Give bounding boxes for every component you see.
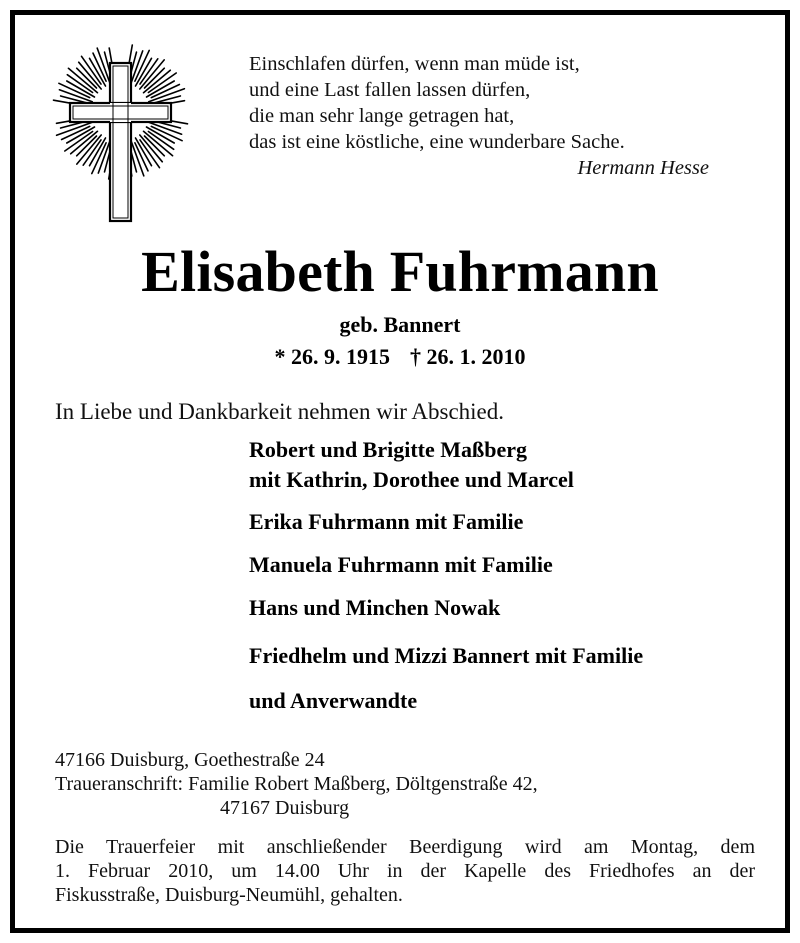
poem-line: und eine Last fallen lassen dürfen, [249, 79, 531, 101]
life-dates [15, 343, 785, 371]
mourner-line: Hans und Minchen Nowak [249, 595, 501, 620]
deceased-name: Elisabeth Fuhrmann [141, 239, 659, 304]
radiant-cross-icon [48, 21, 193, 231]
service-line: Die Trauerfeier mit anschließender Beerdigung wird am Montag, dem [55, 836, 755, 858]
service-line: 1. Februar 2010, um 14.00 Uhr in der Kapelle des Friedhofes an der [55, 860, 755, 882]
mourning-address-city: 47167 Duisburg [220, 797, 350, 819]
mourners-list [249, 435, 643, 716]
poem-line: das ist eine köstliche, eine wunderbare Sache. [249, 131, 625, 153]
poem-line: die man sehr lange getragen hat, [249, 105, 515, 127]
poem-line: Einschlafen dürfen, wenn man müde ist, [249, 53, 580, 75]
mourner-line: und Anverwandte [249, 688, 418, 713]
home-address: 47166 Duisburg, Goethestraße 24 [55, 749, 325, 771]
address-block [55, 748, 538, 820]
poem-quote [249, 51, 709, 181]
mourner-line: mit Kathrin, Dorothee und Marcel [249, 467, 574, 492]
poem-author: Hermann Hesse [577, 157, 709, 179]
funeral-service-notice [55, 835, 755, 907]
mourner-line: Friedhelm und Mizzi Bannert mit Familie [249, 643, 644, 668]
death-date: † 26. 1. 2010 [410, 344, 526, 369]
service-line: Fiskusstraße, Duisburg-Neumühl, gehalten. [55, 884, 403, 906]
mourner-line: Erika Fuhrmann mit Familie [249, 509, 524, 534]
obituary-frame [10, 10, 790, 933]
birth-date: * 26. 9. 1915 [274, 344, 390, 369]
farewell-intro: In Liebe und Dankbarkeit nehmen wir Abschied. [55, 399, 505, 424]
maiden-name: geb. Bannert [339, 312, 461, 337]
mourner-line: Manuela Fuhrmann mit Familie [249, 552, 553, 577]
mourning-address: Traueranschrift: Familie Robert Maßberg, Döltgenstraße 42, [55, 773, 538, 795]
mourner-line: Robert und Brigitte Maßberg [249, 437, 528, 462]
